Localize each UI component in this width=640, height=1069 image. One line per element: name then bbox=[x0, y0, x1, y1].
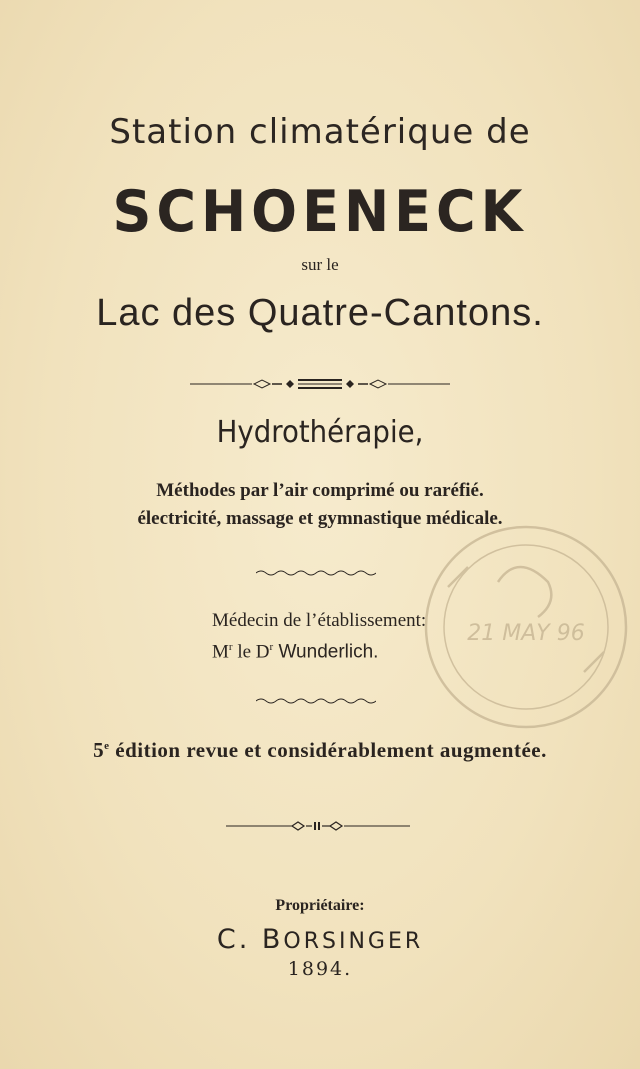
owner-name bbox=[0, 924, 640, 955]
methods-line-1: Méthodes par l’air comprimé ou raréfié. bbox=[156, 480, 484, 501]
ornament-divider-bottom bbox=[226, 819, 410, 833]
doctor-prefix-sup: r bbox=[228, 641, 233, 653]
title-joiner: sur le bbox=[301, 255, 339, 274]
owner-label: Propriétaire: bbox=[275, 897, 365, 914]
doctor-name: Wunderlich. bbox=[273, 641, 379, 663]
edition-line bbox=[0, 738, 640, 763]
doctor-article: le D bbox=[232, 641, 270, 663]
doctor-article-sup: r bbox=[269, 641, 274, 653]
station-name: SCHOENECK bbox=[112, 178, 528, 245]
edition-number: 5 bbox=[93, 738, 105, 762]
wave-divider-upper bbox=[256, 568, 376, 578]
wave-divider-lower bbox=[256, 696, 376, 706]
title-prefix: Station climatérique de bbox=[109, 112, 531, 152]
owner-initial: C. B bbox=[216, 924, 284, 955]
doctor-line bbox=[212, 641, 378, 663]
doctor-title: Médecin de l’établissement: bbox=[212, 610, 427, 631]
lake-name: Lac des Quatre-Cantons. bbox=[96, 292, 544, 334]
ornament-divider-top bbox=[190, 376, 450, 392]
publication-year: 1894. bbox=[287, 958, 353, 980]
methods-line-2: électricité, massage et gymnastique médicale. bbox=[137, 508, 503, 529]
owner-surname: ORSINGER bbox=[283, 929, 424, 954]
library-stamp bbox=[408, 512, 640, 742]
edition-text: édition revue et considérablement augmentée. bbox=[109, 738, 547, 762]
stamp-date: 21 MAY 96 bbox=[467, 621, 585, 646]
edition-sup: e bbox=[104, 740, 110, 752]
section-heading: Hydrothérapie, bbox=[216, 415, 424, 450]
doctor-prefix: M bbox=[212, 641, 229, 663]
